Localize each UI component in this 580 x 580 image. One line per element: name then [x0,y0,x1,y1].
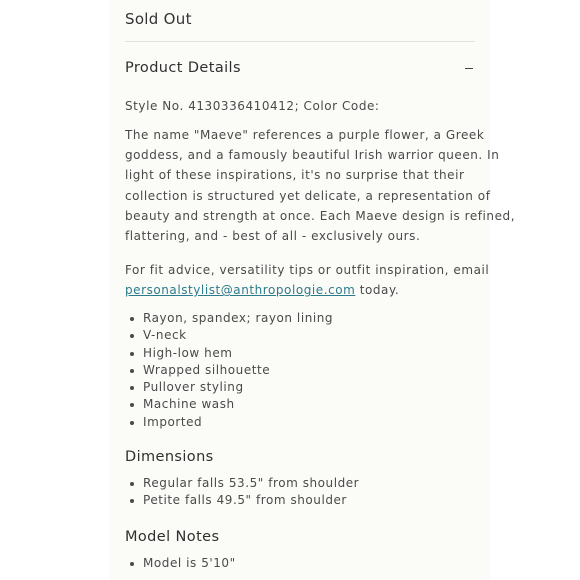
dimensions-list [125,475,359,510]
sold-out-label: Sold Out [125,10,192,28]
style-number-line: Style No. 4130336410412; Color Code: [125,99,380,113]
product-features-list [125,310,333,431]
section-divider [125,41,475,42]
description-line: collection is structured yet delicate, a representation of [125,188,491,203]
model-notes-heading: Model Notes [125,529,220,545]
description-line: light of these inspirations, it's no surprise that their [125,168,465,183]
list-item: V-neck [143,327,333,344]
list-item: Pullover styling [143,379,333,396]
list-item: Machine wash [143,396,333,413]
product-description [125,125,516,246]
list-item: Wrapped silhouette [143,362,333,379]
dimensions-heading: Dimensions [125,449,214,465]
minus-icon-bar [465,68,473,69]
description-line: flattering, and - best of all - exclusively ours. [125,229,421,244]
list-item: Model is 5'10" [143,555,236,572]
list-item: Regular falls 53.5" from shoulder [143,475,359,492]
stylist-email-link[interactable]: personalstylist@anthropologie.com [125,283,356,298]
list-item: Petite falls 49.5" from shoulder [143,492,359,509]
fit-advice-tail: today. [355,283,400,298]
product-details-heading[interactable]: Product Details [125,60,241,76]
fit-advice-line-2 [125,280,475,300]
description-line: goddess, and a famously beautiful Irish warrior queen. In [125,148,500,163]
list-item: Imported [143,414,333,431]
description-line: The name "Maeve" references a purple flower, a Greek [125,128,485,142]
collapse-minus-icon[interactable] [462,60,476,76]
list-item: Rayon, spandex; rayon lining [143,310,333,327]
fit-advice-line: For fit advice, versatility tips or outfit inspiration, email [125,263,490,277]
fit-advice-text [125,260,490,300]
description-line: beauty and strength at once. Each Maeve design is refined, [125,208,516,223]
model-notes-list [125,555,236,572]
list-item: High-low hem [143,345,333,362]
